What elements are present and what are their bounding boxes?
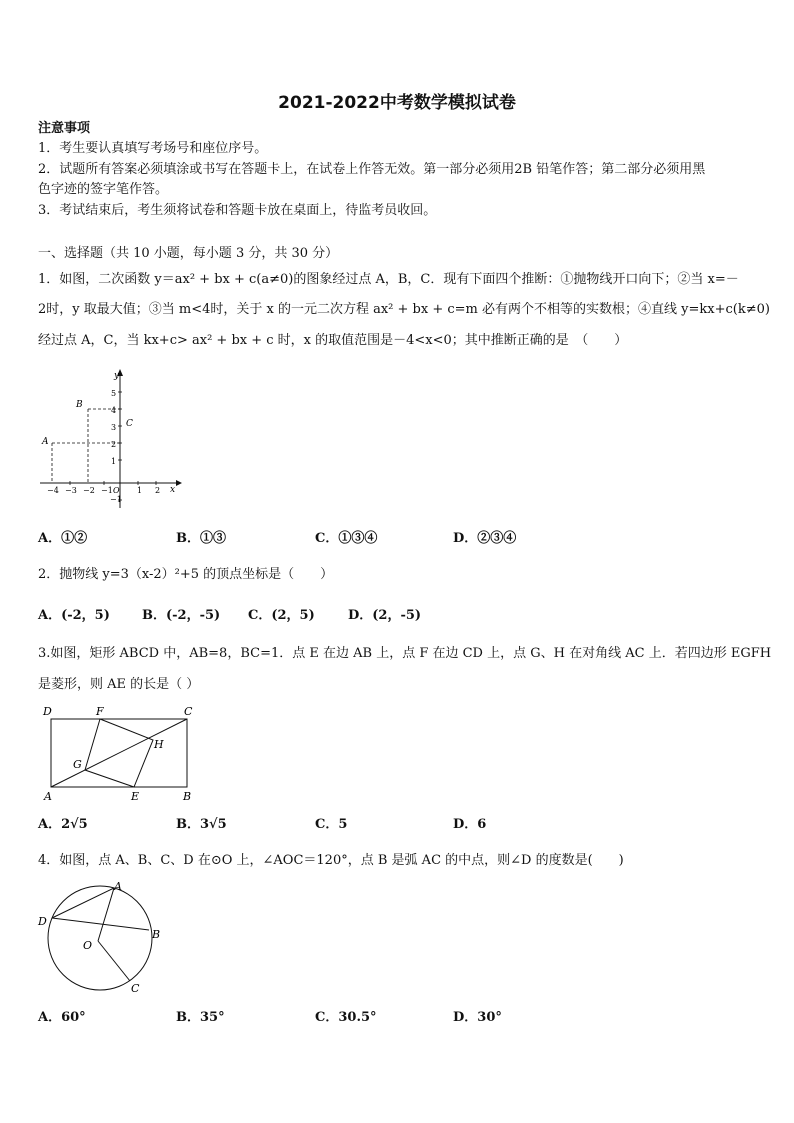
question-1-text: 1．如图，二次函数 y＝ax² + bx + c(a≠0)的图象经过点 A，B，C．现有下面四个推断：①抛物线开口向下；②当 x=－	[38, 272, 739, 287]
label-c: C	[184, 705, 193, 718]
x-tick: −3	[65, 486, 77, 495]
y-tick: 2	[111, 440, 117, 449]
label-a: A	[114, 880, 122, 893]
notice-item: 1．考生要认真填写考场号和座位序号。	[38, 141, 268, 156]
q4-option-a[interactable]: A．60°	[38, 1010, 86, 1025]
notice-item: 色字迹的签字笔作答。	[38, 182, 169, 197]
q3-option-b[interactable]: B．3√5	[176, 817, 227, 832]
x-tick: 1	[137, 486, 143, 495]
x-tick: −1	[101, 486, 113, 495]
q2-option-b[interactable]: B．(-2，-5)	[142, 608, 221, 623]
question-3-text: 是菱形，则 AE 的长是（ ）	[38, 677, 200, 692]
question-4-text: 4．如图，点 A、B、C、D 在⊙O 上，∠AOC＝120°，点 B 是弧 AC 的中点，则∠D 的度数是( )	[38, 853, 624, 868]
y-tick: 4	[111, 406, 117, 415]
point-label-a: A	[42, 437, 49, 447]
q3-option-d[interactable]: D．6	[453, 817, 487, 832]
label-g: G	[73, 758, 82, 771]
q1-option-c[interactable]: C．①③④	[315, 531, 378, 546]
label-b: B	[152, 928, 161, 941]
question-3-text: 3.如图，矩形 ABCD 中，AB=8，BC=1．点 E 在边 AB 上，点 F 在边 CD 上，点 G、H 在对角线 AC 上．若四边形 EGFH	[38, 646, 772, 661]
q2-option-a[interactable]: A．(-2，5)	[38, 608, 110, 623]
q4-circle-figure	[36, 878, 166, 998]
label-d: D	[38, 915, 47, 928]
label-e: E	[131, 790, 140, 803]
y-tick: 5	[111, 389, 117, 398]
label-c: C	[131, 982, 140, 995]
page-title: 2021-2022中考数学模拟试卷	[278, 93, 516, 113]
q4-option-c[interactable]: C．30.5°	[315, 1010, 377, 1025]
notice-item: 3．考试结束后，考生须将试卷和答题卡放在桌面上，待监考员收回。	[38, 203, 437, 218]
q3-option-c[interactable]: C．5	[315, 817, 348, 832]
question-1-text: 2时，y 取最大值；③当 m<4时，关于 x 的一元二次方程 ax² + bx + c=m 必有两个不相等的实数根；④直线 y=kx+c(k≠0)	[38, 302, 770, 317]
label-f: F	[96, 705, 104, 718]
label-h: H	[154, 738, 164, 751]
q3-option-a[interactable]: A．2√5	[38, 817, 88, 832]
q2-option-d[interactable]: D．(2，-5)	[348, 608, 422, 623]
question-2-text: 2．抛物线 y=3（x-2）²+5 的顶点坐标是（ ）	[38, 567, 334, 582]
x-tick: 2	[155, 486, 161, 495]
q3-rectangle-figure	[38, 702, 208, 807]
q1-option-d[interactable]: D．②③④	[453, 531, 517, 546]
q4-option-b[interactable]: B．35°	[176, 1010, 225, 1025]
x-tick: −4	[47, 486, 59, 495]
notice-item: 2．试题所有答案必须填涂或书写在答题卡上，在试卷上作答无效。第一部分必须用2B 铅笔作答；第二部分必须用黑	[38, 162, 706, 177]
label-b: B	[183, 790, 192, 803]
q1-option-b[interactable]: B．①③	[176, 531, 226, 546]
q4-option-d[interactable]: D．30°	[453, 1010, 502, 1025]
point-label-c: C	[126, 419, 133, 429]
axis-label-x: x	[170, 485, 176, 495]
question-1-text: 经过点 A，C，当 kx+c> ax² + bx + c 时，x 的取值范围是－4<x<0；其中推断正确的是 （ ）	[38, 333, 628, 348]
point-label-b: B	[76, 400, 83, 410]
label-d: D	[43, 705, 52, 718]
y-tick: 3	[111, 423, 117, 432]
q1-graph-figure	[38, 366, 188, 511]
label-a: A	[44, 790, 52, 803]
label-o: O	[83, 939, 93, 952]
y-tick: −1	[110, 495, 122, 504]
q1-option-a[interactable]: A．①②	[38, 531, 88, 546]
axis-label-y: y	[114, 371, 120, 381]
y-tick: 1	[111, 457, 117, 466]
notice-heading: 注意事项	[38, 121, 91, 136]
q2-option-c[interactable]: C．(2，5)	[248, 608, 315, 623]
section-heading: 一、选择题（共 10 小题，每小题 3 分，共 30 分）	[38, 246, 339, 261]
origin-label: O	[113, 486, 120, 495]
x-tick: −2	[83, 486, 95, 495]
